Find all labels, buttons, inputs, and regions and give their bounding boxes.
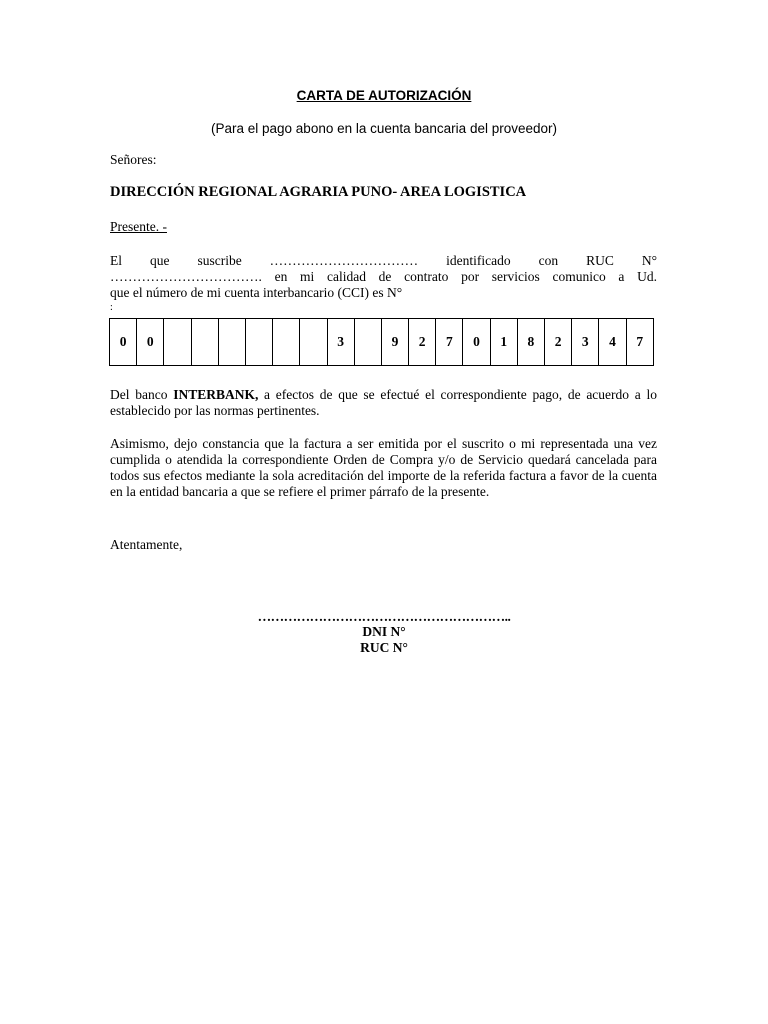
cci-digit-cell [354, 319, 381, 366]
cci-digit-cell: 8 [517, 319, 544, 366]
bank-paragraph-prefix: Del banco [110, 387, 174, 402]
closing: Atentamente, [110, 537, 183, 552]
presente-label: Presente. - [110, 219, 167, 234]
bank-paragraph-rest: a efectos de que se efectué el correspondiente pago, de acuerdo a lo establecido por las normas pertinentes. [110, 387, 657, 418]
cci-digit-cell: 2 [545, 319, 572, 366]
cci-digit-cell: 2 [409, 319, 436, 366]
signature-line: ………………………………………………….. [257, 609, 511, 624]
cci-digit-cell [245, 319, 272, 366]
cci-digit-cell [191, 319, 218, 366]
cci-digit-cell: 3 [572, 319, 599, 366]
bank-paragraph [110, 387, 657, 419]
cci-digit-cell: 0 [110, 319, 137, 366]
paragraph1-line1: El que suscribe …………………………… identificado con RUC N° [110, 253, 657, 268]
cci-digit-cell: 7 [626, 319, 653, 366]
cci-digit-cell: 0 [463, 319, 490, 366]
letter-subtitle: (Para el pago abono en la cuenta bancaria del proveedor) [211, 121, 557, 136]
constancia-paragraph: Asimismo, dejo constancia que la factura a ser emitida por el suscrito o mi representada una vez cumplida o atendida la correspondiente Orden de Compra y/o de Servicio quedará cancelada para todos sus efectos mediante la sola acreditación del importe de la referida factura a favor de la cuenta en la entidad bancaria a que se refiere el primer párrafo de la presente. [110, 436, 657, 499]
bank-name: INTERBANK, [173, 387, 259, 402]
recipient-heading: DIRECCIÓN REGIONAL AGRARIA PUNO- AREA LOGISTICA [110, 184, 527, 200]
cci-digit-cell: 9 [381, 319, 408, 366]
cci-digit-cell: 4 [599, 319, 626, 366]
paragraph1-line3: que el número de mi cuenta interbancario (CCI) es N° [110, 285, 403, 300]
cci-digit-cell [218, 319, 245, 366]
salutation: Señores: [110, 152, 157, 167]
paragraph1-line2: ……………………………. en mi calidad de contrato por servicios comunico a Ud. [110, 269, 657, 284]
signature-dni: DNI N° [362, 624, 406, 639]
cci-digit-cell [300, 319, 327, 366]
cci-digit-cell: 3 [327, 319, 354, 366]
paragraph1-line4: : [110, 302, 113, 313]
letter-title: CARTA DE AUTORIZACIÓN [296, 88, 472, 103]
cci-digit-cell [164, 319, 191, 366]
cci-digit-cell [273, 319, 300, 366]
cci-digit-cell: 0 [137, 319, 164, 366]
cci-digit-table [109, 318, 654, 366]
signature-ruc: RUC N° [360, 640, 408, 655]
cci-digit-cell: 1 [490, 319, 517, 366]
cci-digit-cell: 7 [436, 319, 463, 366]
cci-digit-row [110, 319, 654, 366]
